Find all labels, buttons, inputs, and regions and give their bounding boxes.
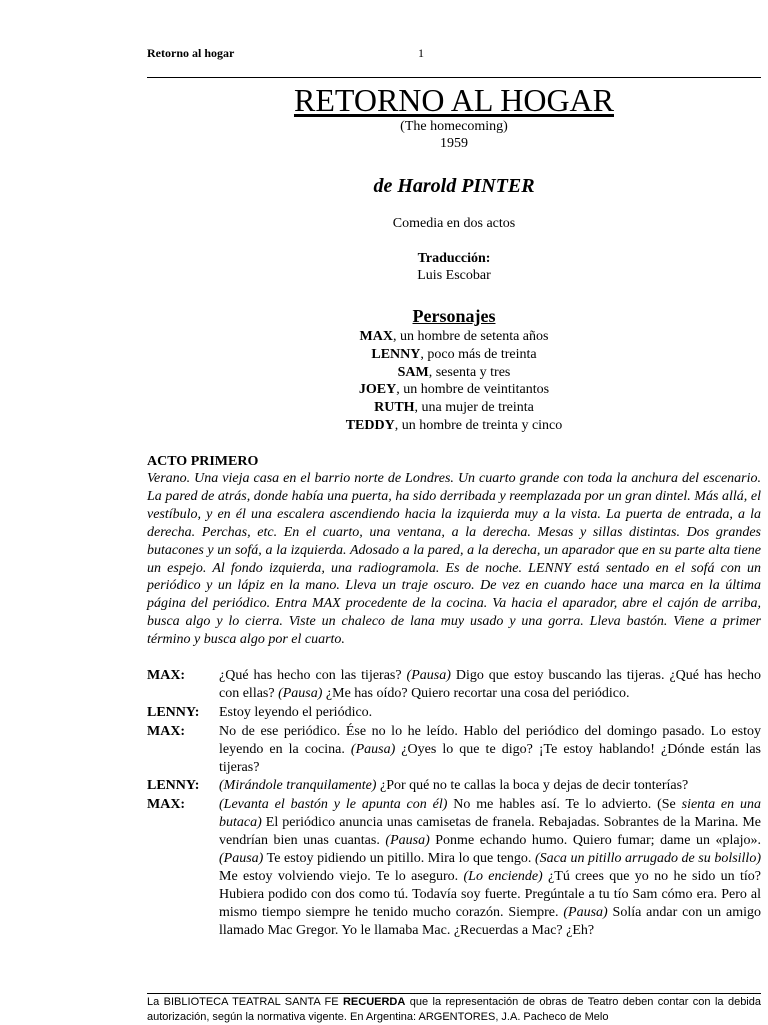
dialogue-line <box>147 777 761 795</box>
character-description: , un hombre de treinta y cinco <box>394 417 563 433</box>
stage-note: (Mirándole tranquilamente) <box>219 778 377 794</box>
speech-segment: Me estoy volviendo viejo. Te lo aseguro. <box>219 868 464 884</box>
speech-text <box>219 796 761 939</box>
characters-heading: Personajes <box>412 306 496 326</box>
speaker-name: MAX: <box>147 797 186 813</box>
dialogue-line <box>147 704 761 722</box>
speech-text <box>219 777 761 795</box>
header-divider <box>147 77 761 78</box>
running-header <box>147 46 761 66</box>
character-item <box>147 381 761 399</box>
header-title: Retorno al hogar <box>147 46 235 60</box>
genre-line: Comedia en dos actos <box>392 216 516 231</box>
notice-text: que la representación de obras de Teatro deben contar con la debida autorización, según la normativa vigente. En Argentina: ARGENTORES, J.A. Pacheco de Melo <box>147 996 761 1023</box>
stage-note: (Saca un pitillo arrugado de su bolsillo) <box>535 851 761 867</box>
page-number: 1 <box>418 46 424 60</box>
character-item <box>147 328 761 346</box>
speech-segment: ¿Por qué no te callas la boca y dejas de decir tonterías? <box>376 778 689 794</box>
dialogue-line <box>147 667 761 703</box>
character-description: , un hombre de setenta años <box>392 329 549 344</box>
stage-note: (Pausa) <box>350 741 396 757</box>
speaker-name: MAX: <box>147 668 186 683</box>
author-line: de Harold PINTER <box>373 175 535 197</box>
rights-notice <box>147 995 761 1025</box>
character-name: LENNY <box>371 346 421 362</box>
character-name: TEDDY <box>345 417 395 433</box>
character-item <box>147 364 761 382</box>
original-title: (The homecoming) <box>400 119 508 134</box>
translation-label: Traducción: <box>417 251 491 266</box>
stage-note: (Pausa) <box>406 668 451 683</box>
stage-note: (Levanta el bastón y le apunta con él) <box>219 797 448 813</box>
character-item <box>147 346 761 364</box>
stage-note: (Pausa) <box>563 904 608 920</box>
speech-text <box>219 723 761 777</box>
speech-segment: Solía andar con un amigo llamado Mac Gregor. Yo le llamaba Mac. ¿Recuerdas a Mac? ¿Eh? <box>219 904 761 938</box>
character-list <box>147 328 761 435</box>
speech-segment: El periódico anuncia unas camisetas de franela. Rebajadas. Sobrantes de la Marina. Me vendrían bien unas cuantas. <box>219 815 761 849</box>
character-name: RUTH <box>374 400 415 416</box>
translator-name: Luis Escobar <box>417 268 491 283</box>
character-description: , poco más de treinta <box>420 346 537 362</box>
notice-text: La BIBLIOTECA TEATRAL SANTA FE <box>147 996 343 1008</box>
act-heading: ACTO PRIMERO <box>147 454 259 469</box>
character-description: , un hombre de veintitantos <box>396 382 550 398</box>
speech-segment: Te estoy pidiendo un pitillo. Mira lo que tengo. <box>263 851 535 867</box>
stage-note: (Lo enciende) <box>463 868 543 884</box>
character-description: , una mujer de treinta <box>414 400 534 416</box>
character-name: JOEY <box>358 382 397 398</box>
speaker-name: LENNY: <box>147 778 200 794</box>
footer-divider <box>147 993 761 994</box>
play-title: RETORNO AL HOGAR <box>293 82 614 118</box>
speech-segment: ¿Oyes lo que te digo? ¡Te estoy hablando! ¿Dónde están las tijeras? <box>219 741 761 775</box>
dialogue <box>147 667 761 941</box>
speech-text <box>219 667 761 703</box>
character-item <box>147 399 761 417</box>
stage-note: (Pausa) <box>385 833 430 849</box>
speech-text <box>219 704 761 722</box>
speech-segment: ¿Tú crees que yo no he sido un tío? Hubiera podido con dos como tú. Todavía soy fuerte. Pregúntale a tu tío Sam cómo era. Pero al mismo tiempo siempre he tenido mucho corazón. Siempre. <box>219 868 762 920</box>
dialogue-line <box>147 796 761 939</box>
speech-segment: ¿Me has oído? Quiero recortar una cosa del periódico. <box>322 685 630 701</box>
speaker-name: MAX: <box>147 723 186 739</box>
speech-segment: ¿Qué has hecho con las tijeras? <box>219 668 407 683</box>
speech-segment: No de ese periódico. Ése no lo he leído. Hablo del periódico del domingo pasado. Lo estoy leyendo en la cocina. <box>219 723 761 757</box>
premiere-year: 1959 <box>440 136 468 151</box>
speech-segment: Ponme echando humo. Quiero fumar; dame un «plajo». <box>429 833 761 849</box>
speech-segment: No me hables así. Te lo advierto. (Se <box>447 797 682 813</box>
stage-note: (Pausa) <box>278 685 323 701</box>
character-description: , sesenta y tres <box>428 364 511 380</box>
character-name: MAX <box>359 329 393 344</box>
speaker-name: LENNY: <box>147 704 200 720</box>
character-item <box>147 417 761 435</box>
speech-segment: Digo que estoy buscando las tijeras. ¿Qué has hecho con ellas? <box>219 668 761 701</box>
dialogue-line <box>147 723 761 777</box>
character-name: SAM <box>397 364 429 380</box>
stage-note: (Pausa) <box>219 851 264 867</box>
speech-segment: Estoy leyendo el periódico. <box>219 704 373 720</box>
notice-emphasis: RECUERDA <box>342 996 406 1008</box>
stage-direction: Verano. Una vieja casa en el barrio norte de Londres. Un cuarto grande con toda la anchura del escenario. La pared de atrás, donde había una puerta, ha sido derribada y reemplazada por un gran dintel. Más allá, el vestíbulo, y en él una escalera ascendiendo hacia la izquierda muy a la vista. La puerta de entrada, a la derecha. Perchas, etc. En el cuarto, una ventana, a la derecha. Mesas y sillas distintas. Dos grandes butacones y un sofá, a la izquierda. Adosado a la pared, a la derecha, un aparador que en su parte alta tiene un espejo. Al fondo izquierda, una radiogramola. Es de noche. LENNY está sentado en el sofá con un periódico y un lápiz en la mano. Lleva un traje oscuro. De vez en cuando hace una marca en la última página del periódico. Entra MAX procedente de la cocina. Va hacia el aparador, abre el cajón de arriba, busca algo y lo cierra. Viste un chaleco de lana muy usado y una gorra. Lleva bastón. Viene a primer término y busca algo por el cuarto. <box>147 471 761 648</box>
stage-note: sienta en una butaca) <box>219 797 761 831</box>
